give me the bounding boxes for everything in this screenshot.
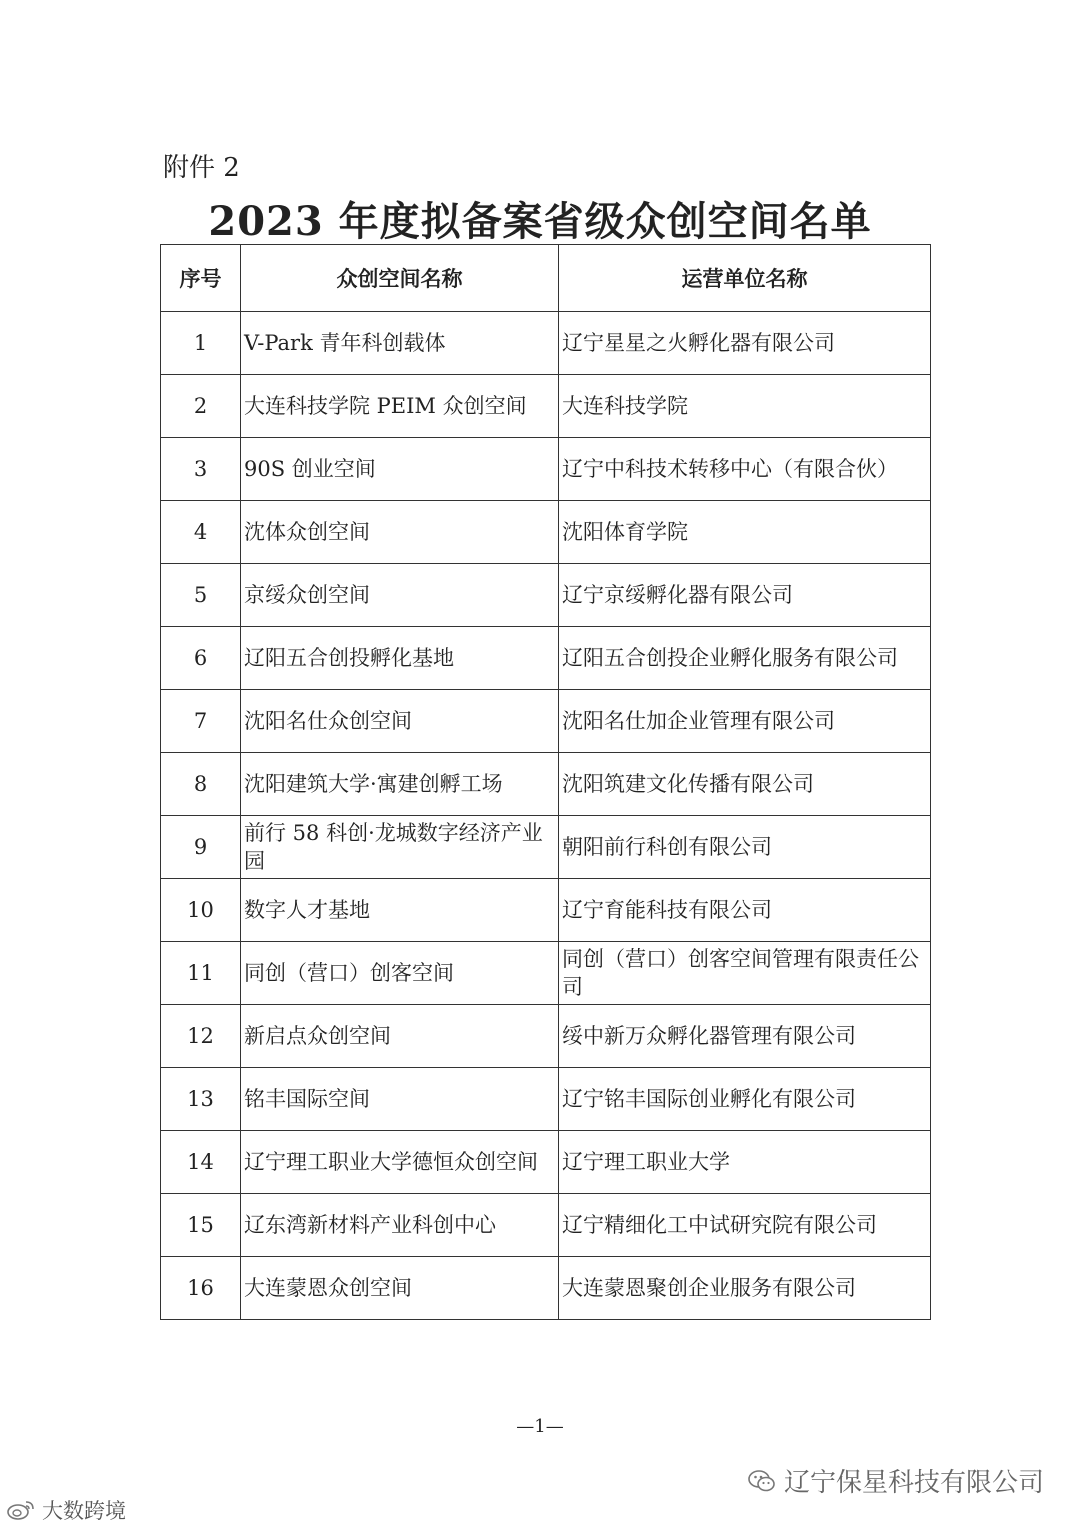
space-name-cell: 辽宁理工职业大学德恒众创空间 xyxy=(241,1131,559,1194)
row-index: 5 xyxy=(161,564,241,627)
watermark-company: 辽宁保星科技有限公司 xyxy=(783,1468,1044,1498)
operator-name-cell: 辽宁中科技术转移中心（有限合伙） xyxy=(559,438,931,501)
header-index: 序号 xyxy=(161,245,241,312)
row-index: 3 xyxy=(161,438,241,501)
attachment-label: 附件 2 xyxy=(163,153,240,183)
table-row xyxy=(161,1068,931,1131)
space-name-cell: 辽东湾新材料产业科创中心 xyxy=(241,1194,559,1257)
document-title: 2023 年度拟备案省级众创空间名单 xyxy=(208,198,872,245)
space-name-cell: V-Park 青年科创载体 xyxy=(241,312,559,375)
table-row xyxy=(161,501,931,564)
table-row xyxy=(161,1005,931,1068)
row-index: 2 xyxy=(161,375,241,438)
space-name-cell: 前行 58 科创·龙城数字经济产业园 xyxy=(241,816,559,879)
space-list-table xyxy=(160,244,931,1320)
operator-name-cell: 辽宁京绥孵化器有限公司 xyxy=(559,564,931,627)
space-name-cell: 新启点众创空间 xyxy=(241,1005,559,1068)
table-row xyxy=(161,816,931,879)
operator-name-cell: 沈阳体育学院 xyxy=(559,501,931,564)
operator-name-cell: 大连科技学院 xyxy=(559,375,931,438)
row-index: 8 xyxy=(161,753,241,816)
table-row xyxy=(161,1194,931,1257)
table-row xyxy=(161,627,931,690)
row-index: 4 xyxy=(161,501,241,564)
space-name-cell: 辽阳五合创投孵化基地 xyxy=(241,627,559,690)
watermark-left xyxy=(6,1495,126,1525)
table-row xyxy=(161,1131,931,1194)
row-index: 15 xyxy=(161,1194,241,1257)
table-row xyxy=(161,438,931,501)
space-name-cell: 数字人才基地 xyxy=(241,879,559,942)
space-name-cell: 90S 创业空间 xyxy=(241,438,559,501)
operator-name-cell: 辽宁铭丰国际创业孵化有限公司 xyxy=(559,1068,931,1131)
table-row xyxy=(161,879,931,942)
row-index: 14 xyxy=(161,1131,241,1194)
table-row xyxy=(161,690,931,753)
header-operator-name: 运营单位名称 xyxy=(559,245,931,312)
space-name-cell: 大连科技学院 PEIM 众创空间 xyxy=(241,375,559,438)
operator-name-cell: 沈阳筑建文化传播有限公司 xyxy=(559,753,931,816)
operator-name-cell: 大连蒙恩聚创企业服务有限公司 xyxy=(559,1257,931,1320)
page-number: —1— xyxy=(516,1416,564,1437)
row-index: 6 xyxy=(161,627,241,690)
row-index: 16 xyxy=(161,1257,241,1320)
space-name-cell: 大连蒙恩众创空间 xyxy=(241,1257,559,1320)
operator-name-cell: 辽宁育能科技有限公司 xyxy=(559,879,931,942)
operator-name-cell: 沈阳名仕加企业管理有限公司 xyxy=(559,690,931,753)
space-name-cell: 沈体众创空间 xyxy=(241,501,559,564)
row-index: 9 xyxy=(161,816,241,879)
table-row xyxy=(161,564,931,627)
row-index: 10 xyxy=(161,879,241,942)
operator-name-cell: 辽阳五合创投企业孵化服务有限公司 xyxy=(559,627,931,690)
table-row xyxy=(161,942,931,1005)
wechat-icon xyxy=(748,1469,776,1493)
operator-name-cell: 朝阳前行科创有限公司 xyxy=(559,816,931,879)
operator-name-cell: 辽宁理工职业大学 xyxy=(559,1131,931,1194)
row-index: 11 xyxy=(161,942,241,1005)
table-row xyxy=(161,375,931,438)
header-space-name: 众创空间名称 xyxy=(241,245,559,312)
watermark-brand: 大数跨境 xyxy=(42,1499,126,1523)
row-index: 12 xyxy=(161,1005,241,1068)
table-row xyxy=(161,753,931,816)
row-index: 13 xyxy=(161,1068,241,1131)
watermark-right xyxy=(748,1462,1044,1499)
weibo-icon xyxy=(6,1499,36,1521)
table-row xyxy=(161,312,931,375)
table-row xyxy=(161,1257,931,1320)
table-header-row xyxy=(161,245,931,312)
space-name-cell: 同创（营口）创客空间 xyxy=(241,942,559,1005)
space-name-cell: 沈阳名仕众创空间 xyxy=(241,690,559,753)
operator-name-cell: 同创（营口）创客空间管理有限责任公司 xyxy=(559,942,931,1005)
space-name-cell: 京绥众创空间 xyxy=(241,564,559,627)
space-name-cell: 铭丰国际空间 xyxy=(241,1068,559,1131)
row-index: 1 xyxy=(161,312,241,375)
operator-name-cell: 辽宁星星之火孵化器有限公司 xyxy=(559,312,931,375)
row-index: 7 xyxy=(161,690,241,753)
operator-name-cell: 辽宁精细化工中试研究院有限公司 xyxy=(559,1194,931,1257)
operator-name-cell: 绥中新万众孵化器管理有限公司 xyxy=(559,1005,931,1068)
space-name-cell: 沈阳建筑大学·寓建创孵工场 xyxy=(241,753,559,816)
